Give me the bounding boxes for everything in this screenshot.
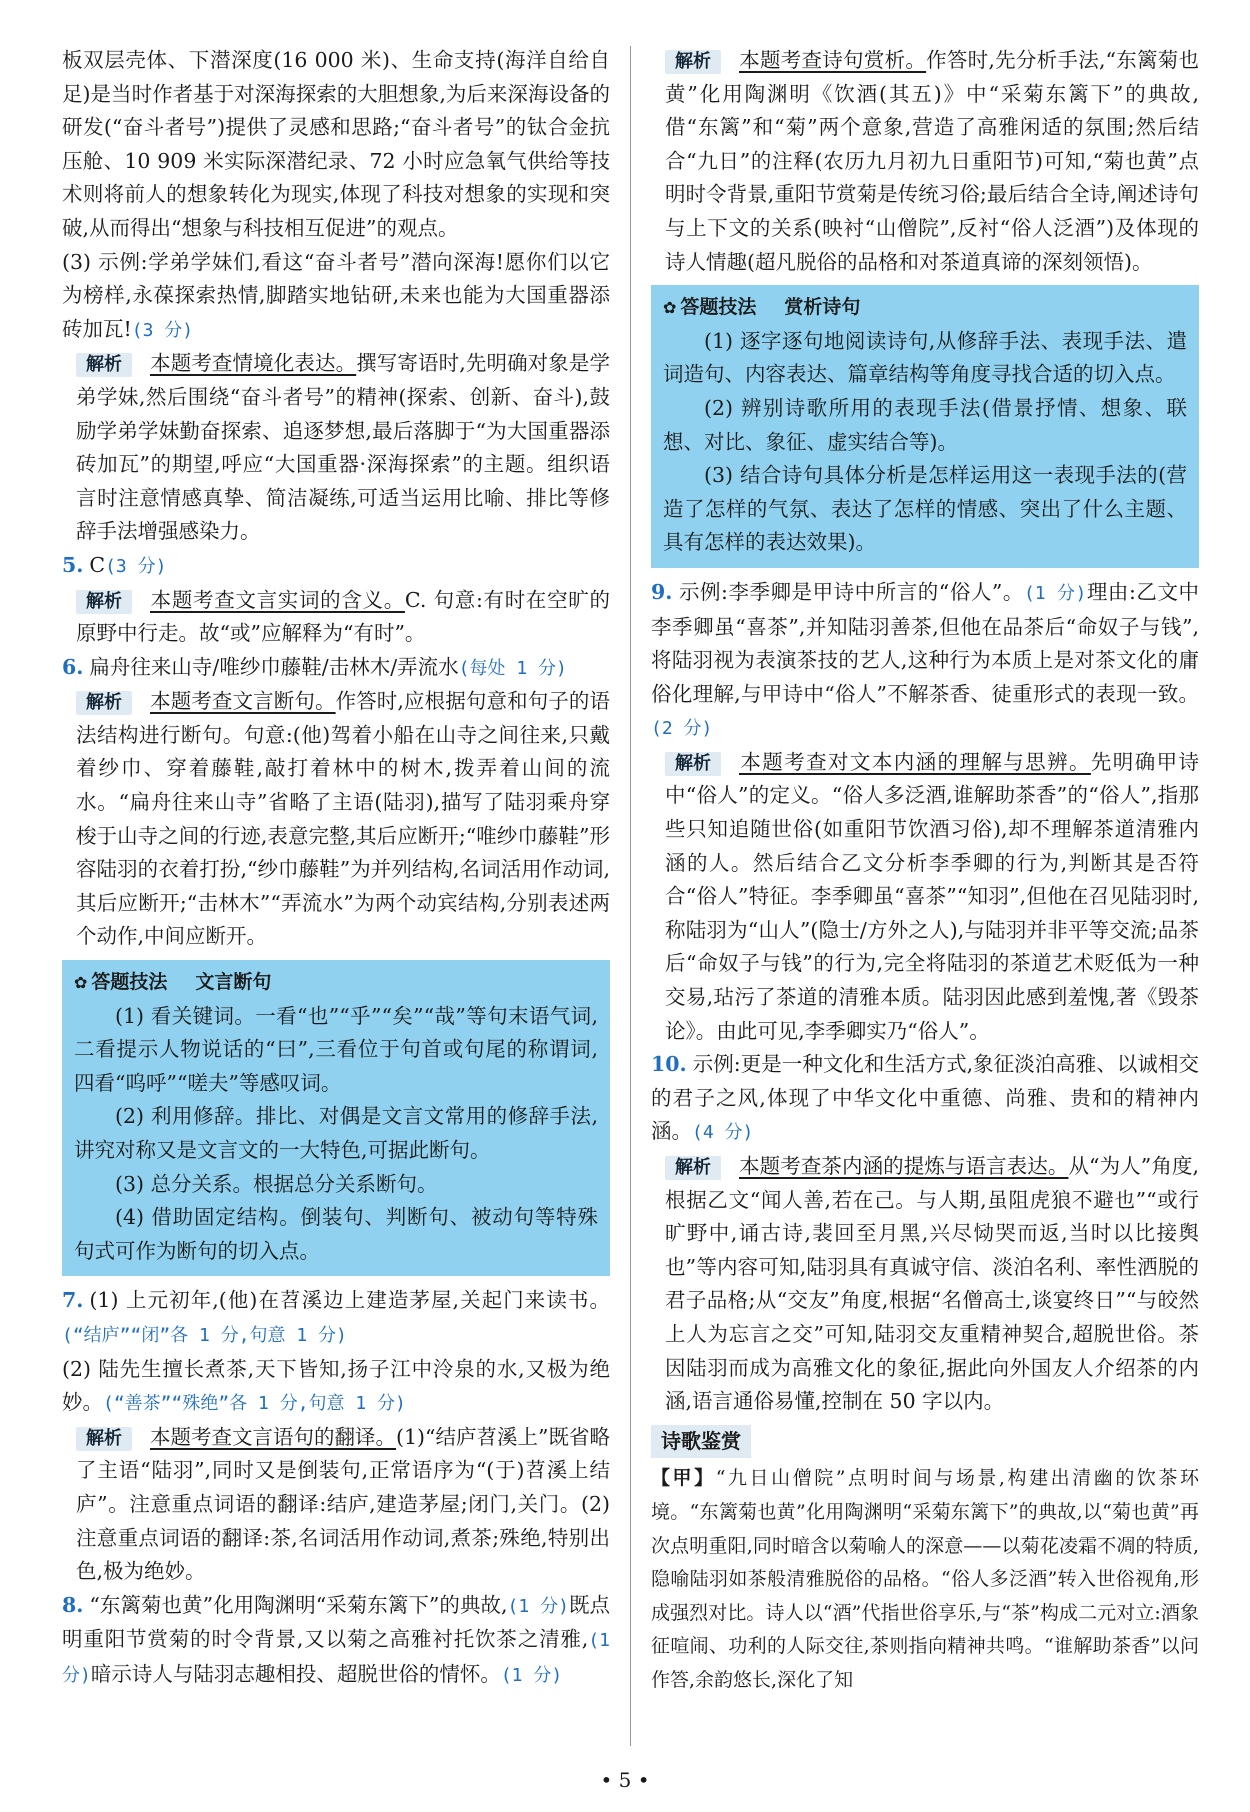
analysis-lead: 本题考查文言语句的翻译。 <box>150 1424 396 1449</box>
analysis-tag: 解析 <box>76 1427 132 1451</box>
score: (“结庐”“闭”各 1 分,句意 1 分) <box>62 1324 347 1346</box>
analysis-block: 解析 本题考查文言实词的含义。C. 句意:有时在空旷的原野中行走。故“或”应解释为“有时”。 <box>76 587 610 646</box>
q4-part3-answer: (3) 示例:学弟学妹们,看这“奋斗者号”潜向深海!愿你们以它为榜样,永葆探索热情,脚踏实地钻研,未来也能为大国重器添砖加瓦!(3 分) <box>62 249 610 341</box>
analysis-tag: 解析 <box>665 752 721 776</box>
score: (3 分) <box>105 555 167 577</box>
question-number: 9. <box>651 579 673 604</box>
technique-item: (3) 总分关系。根据总分关系断句。 <box>115 1171 438 1196</box>
score: (每处 1 分) <box>458 657 567 679</box>
continued-paragraph: 板双层壳体、下潜深度(16 000 米)、生命支持(海洋自给自足)是当时作者基于对深海探索的大胆想象,为后来深海设备的研发(“奋斗者号”)提供了灵感和思路;“奋斗者号”的钛合金抗压舱、10 909 米实际深潜纪录、72 小时应急氧气供给等技术则将前人的想象转化为现实,体现了科技对想象的实现和突破,从而得出“想象与科技相互促进”的观点。 <box>62 48 610 240</box>
analysis-lead: 本题考查情境化表达。 <box>150 351 357 376</box>
question-8: 8. “东篱菊也黄”化用陶渊明“采菊东篱下”的典故,(1 分)既点明重阳节赏菊的时令背景,又以菊之高雅衬托饮茶之清雅,(1 分)暗示诗人与陆羽志趣相投、超脱世俗的情怀。(1 分) <box>62 1592 611 1686</box>
technique-item: (4) 借助固定结构。倒装句、判断句、被动句等特殊句式可作为断句的切入点。 <box>74 1205 598 1263</box>
analysis-lead: 本题考查文言实词的含义。 <box>150 587 405 612</box>
score: (1 分) <box>500 1664 563 1686</box>
analysis-block: 解析 本题考查文言语句的翻译。(1)“结庐苕溪上”既省略了主语“陆羽”,同时又是倒装句,正常语序为“(于)苕溪上结庐”。注意重点词语的翻译:结庐,建造茅屋;闭门,关门。(2) 注意重点词语的翻译:茶,名词活用作动词,煮茶;殊绝,特别出色,极为绝妙。 <box>76 1424 610 1584</box>
score: (3 分) <box>131 319 194 341</box>
technique-item: (1) 看关键词。一看“也”“乎”“矣”“哉”等句末语气词,二看提示人物说话的“曰”,三看位于句首或句尾的称谓词,四看“呜呼”“嗟夫”等感叹词。 <box>74 1003 598 1095</box>
section-title: 诗歌鉴赏 <box>651 1425 751 1459</box>
technique-item: (2) 辨别诗歌所用的表现手法(借景抒情、想象、联想、对比、象征、虚实结合等)。 <box>663 395 1187 454</box>
question-10: 10. 示例:更是一种文化和生活方式,象征淡泊高雅、以诚相交的君子之风,体现了中华文化中重德、尚雅、贵和的精神内涵。(4 分) <box>651 1052 1199 1144</box>
question-number: 5. <box>62 552 84 577</box>
technique-box-poetry <box>651 285 1199 568</box>
question-number: 10. <box>651 1052 687 1077</box>
analysis-lead: 本题考查文言断句。 <box>150 689 336 714</box>
score: (1 分) <box>1023 582 1087 604</box>
technique-item: (2) 利用修辞。排比、对偶是文言文常用的修辞手法,讲究对称又是文言文的一大特色,可据此断句。 <box>74 1104 598 1162</box>
score: (1 分) <box>62 1630 610 1686</box>
analysis-tag: 解析 <box>665 1156 721 1180</box>
score: (2 分) <box>651 718 713 740</box>
analysis-tag: 解析 <box>76 590 132 614</box>
question-9: 9. 示例:李季卿是甲诗中所言的“俗人”。(1 分)理由:乙文中李季卿虽“喜茶”,并知陆羽善茶,但他在品茶后“命奴子与钱”,将陆羽视为表演茶技的艺人,这种行为本质上是对茶文化的庸俗化理解,与甲诗中“俗人”不解茶香、徒重形式的表现一致。(2 分) <box>651 579 1199 740</box>
question-6: 6. 扁舟往来山寺/唯纱巾藤鞋/击林木/弄流水(每处 1 分) <box>62 654 567 679</box>
question-7: 7. (1) 上元初年,(他)在苕溪边上建造茅屋,关起门来读书。(“结庐”“闭”各 1 分,句意 1 分) <box>62 1288 610 1346</box>
technique-item: (1) 逐字逐句地阅读诗句,从修辞手法、表现手法、遣词造句、内容表达、篇章结构等角度寻找合适的切入点。 <box>663 328 1187 387</box>
analysis-lead: 本题考查诗句赏析。 <box>739 48 927 72</box>
technique-item: (3) 结合诗句具体分析是怎样运用这一表现手法的(营造了怎样的气氛、表达了怎样的情感、突出了什么主题、具有怎样的表达效果)。 <box>663 463 1187 555</box>
right-column <box>651 44 1199 1698</box>
poem-label: 【甲】 <box>651 1467 716 1490</box>
technique-box-sentence-break <box>62 960 610 1276</box>
page-number: • 5 • <box>600 1768 650 1792</box>
analysis-tag: 解析 <box>76 691 132 715</box>
question-number: 8. <box>62 1592 84 1617</box>
score: (4 分) <box>692 1122 754 1144</box>
analysis-tag: 解析 <box>665 50 721 74</box>
question-7-part2: (2) 陆先生擅长煮茶,天下皆知,扬子江中泠泉的水,又极为绝妙。(“善茶”“殊绝”各 1 分,句意 1 分) <box>62 1356 610 1415</box>
technique-box-title: ✿ 答题技法 赏析诗句 <box>663 296 861 319</box>
analysis-block: 解析 本题考查文言断句。作答时,应根据句意和句子的语法结构进行断句。句意:(他)驾着小船在山寺之间往来,只戴着纱巾、穿着藤鞋,敲打着林中的树木,拨弄着山间的流水。“扁舟往来山寺”省略了主语(陆羽),描写了陆羽乘舟穿梭于山寺之间的行迹,表意完整,其后应断开;“唯纱巾藤鞋”形容陆羽的衣着打扮,“纱巾藤鞋”为并列结构,名词活用作动词,其后应断开;“击林木”“弄流水”为两个动宾结构,分别表述两个动作,中间应断开。 <box>76 689 611 949</box>
column-divider <box>630 46 631 1746</box>
technique-box-title: ✿ 答题技法 文言断句 <box>74 971 272 994</box>
analysis-lead: 本题考查茶内涵的提炼与语言表达。 <box>739 1154 1069 1178</box>
left-column <box>62 44 610 1693</box>
analysis-lead: 本题考查对文本内涵的理解与思辨。 <box>739 749 1091 774</box>
question-5: 5. C(3 分) <box>62 552 167 577</box>
analysis-block: 解析 本题考查茶内涵的提炼与语言表达。从“为人”角度,根据乙文“闻人善,若在己。与人期,虽阻虎狼不避也”“或行旷野中,诵古诗,裴回至月黑,兴尽恸哭而返,当时以比接舆也”等内容可知,陆羽具有真诚守信、淡泊名利、率性洒脱的君子品格;从“交友”角度,根据“名僧高士,谈宴终日”“与皎然上人为忘言之交”可知,陆羽交友重精神契合,超脱世俗。茶因陆羽而成为高雅文化的象征,据此向外国友人介绍茶的内涵,语言通俗易懂,控制在 50 字以内。 <box>665 1154 1200 1414</box>
analysis-block: 解析 本题考查诗句赏析。作答时,先分析手法,“东篱菊也黄”化用陶渊明《饮酒(其五)》中“采菊东篱下”的典故,借“东篱”和“菊”两个意象,营造了高雅闲适的氛围;然后结合“九日”的注释(农历九月初九日重阳节)可知,“菊也黄”点明时令背景,重阳节赏菊是传统习俗;最后结合全诗,阐述诗句与上下文的关系(映衬“山僧院”,反衬“俗人泛酒”)及体现的诗人情趣(超凡脱俗的品格和对茶道真谛的深刻领悟)。 <box>665 48 1200 274</box>
analysis-block: 解析 本题考查情境化表达。撰写寄语时,先明确对象是学弟学妹,然后围绕“奋斗者号”的精神(探索、创新、奋斗),鼓励学弟学妹勤奋探索、追逐梦想,最后落脚于“为大国重器添砖加瓦”的期望,呼应“大国重器·深海探索”的主题。组织语言时注意情感真挚、简洁凝练,可适当运用比喻、排比等修辞手法增强感染力。 <box>76 351 610 544</box>
score: (“善茶”“殊绝”各 1 分,句意 1 分) <box>103 1393 406 1415</box>
score: (1 分) <box>507 1595 569 1617</box>
question-number: 7. <box>62 1288 84 1313</box>
analysis-block: 解析 本题考查对文本内涵的理解与思辨。先明确甲诗中“俗人”的定义。“俗人多泛酒,谁解助茶香”的“俗人”,指那些只知追随世俗(如重阳节饮酒习俗),却不理解茶道清雅内涵的人。然后结合乙文分析李季卿的行为,判断其是否符合“俗人”特征。李季卿虽“喜茶”“知羽”,但他在召见陆羽时,称陆羽为“山人”(隐士/方外之人),与陆羽并非平等交流;品茶后“命奴子与钱”的行为,完全将陆羽的茶道艺术贬低为一种交易,玷污了茶道的清雅本质。陆羽因此感到羞愧,著《毁茶论》。由此可见,李季卿实乃“俗人”。 <box>665 749 1200 1043</box>
gear-icon: ✿ <box>663 298 677 318</box>
question-number: 6. <box>62 654 84 679</box>
analysis-tag: 解析 <box>76 353 132 377</box>
poem-appreciation: 【甲】“九日山僧院”点明时间与场景,构建出清幽的饮茶环境。“东篱菊也黄”化用陶渊明“采菊东篱下”的典故,以“菊也黄”再次点明重阳,同时暗含以菊喻人的深意——以菊花凌霜不凋的特质,隐喻陆羽如茶般清雅脱俗的品格。“俗人多泛酒”转入世俗视角,形成强烈对比。诗人以“酒”代指世俗享乐,与“茶”构成二元对立:酒象征喧闹、功利的人际交往,茶则指向精神共鸣。“谁解助茶香”以问作答,余韵悠长,深化了知 <box>651 1467 1199 1691</box>
gear-icon: ✿ <box>74 973 88 993</box>
